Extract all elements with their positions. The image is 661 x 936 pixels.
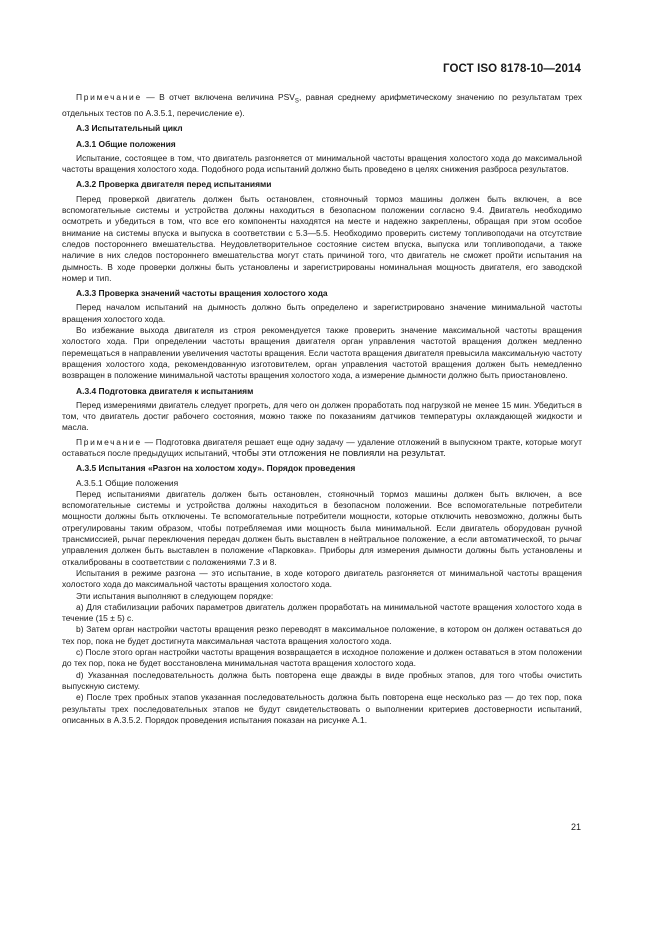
document-body — [62, 92, 582, 726]
note-text: чтобы эти отложения не повлияли на результат. — [232, 448, 446, 459]
note-text: — В отчет включена величина PSV — [141, 92, 295, 102]
list-item: c) После этого орган настройки частоты вращения возвращается в исходное положение и должен оставаться в этом положении до тех пор, пока не будет восстановлена минимальная частота вращения холостого хода. — [62, 647, 582, 669]
list-item: е) После трех пробных этапов указанная последовательность должна быть повторена еще несколько раз — до тех пор, пока результаты трех последовательных этапов не будут свидетельствовать о выполнении критериев достоверности испытаний, описанных в А.3.5.2. Порядок проведения испытания показан на рисунке А.1. — [62, 692, 582, 725]
list-item: а) Для стабилизации рабочих параметров двигатель должен проработать на минимальной частоте вращения холостого хода в течение (15 ± 5) с. — [62, 601, 582, 624]
section-heading: А.3.1 Общие положения — [76, 138, 176, 149]
subsection-title: А.3.5.1 Общие положения — [76, 477, 179, 488]
list-item: b) Затем орган настройки частоты вращения резко переводят в максимальное положение, в котором он должен оставаться до тех пор, пока не будет достигнута максимальная частота вращения холостого хода. — [62, 624, 582, 646]
page-number: 21 — [571, 822, 582, 832]
paragraph: Испытание, состоящее в том, что двигатель разгоняется от минимальной частоты вращения холостого хода до максимальной частоты вращения холостого хода. Подобного рода испытаний должно быть проведено в целях снижения разброса результатов. — [62, 152, 582, 175]
document-header: ГОСТ ISO 8178-10—2014 — [443, 63, 581, 75]
note-paragraph — [62, 437, 582, 460]
section-heading: А.3 Испытательный цикл — [76, 123, 183, 134]
note-text: , равная среднему арифметическому значению по результатам трех отдельных тестов по А.3.5.1, перечисление е). — [62, 92, 582, 118]
section-heading: А.3.2 Проверка двигателя перед испытаниями — [76, 179, 272, 190]
subscript: S — [294, 98, 299, 105]
paragraph: Перед испытаниями двигатель должен быть остановлен, стояночный тормоз машины должен быть включен, а все вспомогательные системы и устройства должны находиться в безопасном положении. Все вспомогательные потребители мощности должны быть отключены. Те вспомогательные потребители мощности, которые отключить невозможно, должны быть отрегулированы таким образом, чтобы потребляемая ими мощность была минимальной. Если двигатель оборудован ручной трансмиссией, рычаг переключения передач должен быть выставлен в нейтральное положение, а если автоматической, то рычаг управления должен быть выставлен в положение «Парковка». Приборы для измерения дымности должны быть установлены и откалиброваны в соответствии с положениями 7.3 и 8. — [62, 488, 582, 567]
paragraph: Перед измерениями двигатель следует прогреть, для чего он должен проработать под нагрузкой не менее 15 мин. Убедиться в том, что двигатель достиг рабочего состояния, можно также по показаниям датчиков температуры охлаждающей жидкости и масла. — [62, 399, 582, 433]
note-label: Примечание — [76, 436, 142, 447]
paragraph: Перед началом испытаний на дымность должно быть определено и зарегистрировано значение минимальной частоты вращения холостого хода. — [62, 302, 582, 324]
section-heading: А.3.5 Испытания «Разгон на холостом ходу». Порядок проведения — [76, 463, 356, 474]
section-heading: А.3.3 Проверка значений частоты вращения холостого хода — [76, 288, 328, 299]
paragraph: Эти испытания выполняют в следующем порядке: — [76, 590, 274, 601]
note-paragraph — [62, 92, 582, 119]
section-heading: А.3.4 Подготовка двигателя к испытаниям — [76, 385, 254, 396]
paragraph: Во избежание выхода двигателя из строя рекомендуется также проверить значение максимальной частоты вращения холостого хода. При определении частоты вращения двигателя орган управления частотой вращения должен медленно перемещаться в направлении увеличения частоты вращения. Если частота вращения двигателя превысила максимальную частоту вращения холостого хода, рекомендованную изготовителем, орган управления частотой вращения должен быть немедленно возвращен в положение минимальной частоты вращения холостого хода, а измерение дымности должно быть приостановлено. — [62, 325, 582, 381]
list-item: d) Указанная последовательность должна быть повторена еще дважды в виде пробных этапов, для того чтобы очистить выпускную систему. — [62, 669, 582, 691]
paragraph: Перед проверкой двигатель должен быть остановлен, стояночный тормоз машины должен быть включен, а все вспомогательные системы и устройства должны находиться в безопасном положении согласно 9.4. Двигатель необходимо осмотреть и убедиться в том, что все его компоненты находятся на месте и надежно закреплены, обращая при этом особое внимание на системы впуска и выпуска в соответствии с 5.3—5.5. Необходимо проверить систему топливоподачи на отсутствие следов постороннего вмешательства. Неудовлетворительное состояние систем впуска, выпуска или топливоподачи, а также наличие в них следов постороннего вмешательства могут стать причиной того, что двигатель не сможет пройти испытания на дымность. В ходе проверки должны быть установлены и зарегистрированы номинальная мощность двигателя, его заводской номер и тип. — [62, 193, 582, 283]
note-label: Примечание — [76, 92, 142, 102]
note-text: — Подготовка двигателя решает еще одну задачу — удаление отложений в выпускном тракте, которые могут оставаться после предыдущих испытаний, — [62, 436, 582, 458]
paragraph: Испытания в режиме разгона — это испытание, в ходе которого двигатель разгоняется от минимальной частоты вращения холостого хода до максимальной частоты вращения холостого хода. — [62, 567, 582, 590]
